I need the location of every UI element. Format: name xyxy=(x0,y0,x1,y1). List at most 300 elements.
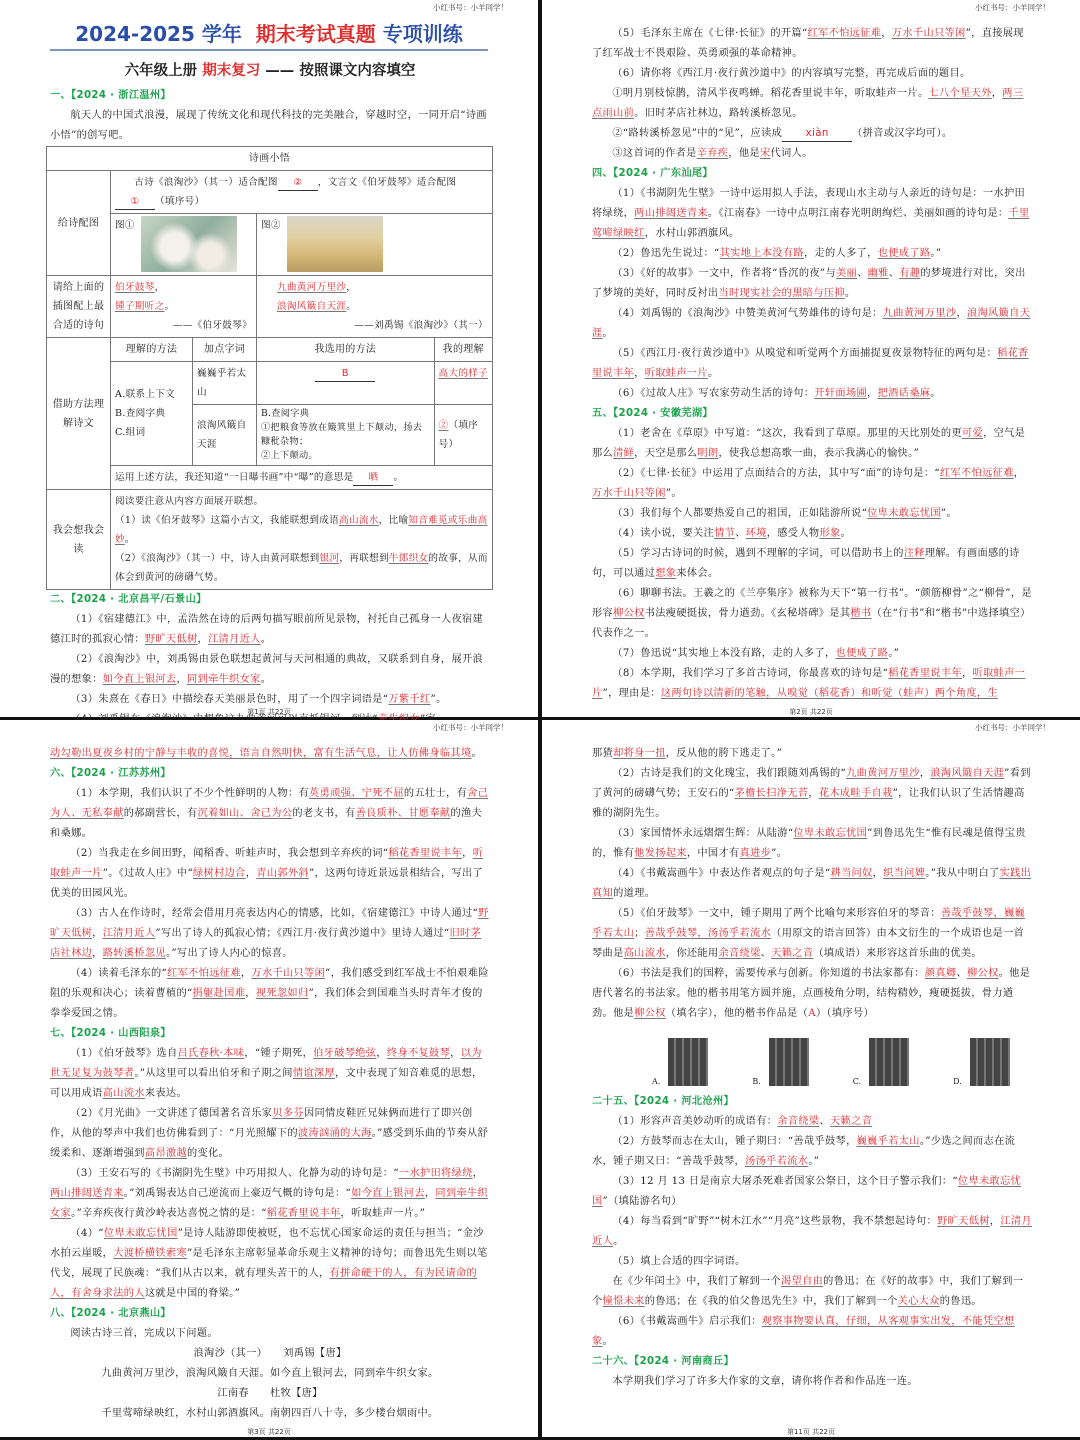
answer: 憧憬未来 xyxy=(602,1296,645,1307)
paragraph xyxy=(592,1132,1032,1172)
text: 。”少选之间而志在流水，锺子期又曰：“善哉乎鼓琴， xyxy=(592,1136,1016,1167)
answer: 织当问婢 xyxy=(883,868,926,879)
answer: 把酒话桑麻 xyxy=(877,388,931,399)
paragraph xyxy=(592,504,1032,524)
answer: 当时现实社会的黑暗与压抑 xyxy=(718,288,845,299)
text: ①明月别枝惊鹊，清风半夜鸣蝉。稻花香里说丰年，听取蛙声一片。 xyxy=(612,88,929,99)
paragraph xyxy=(592,424,1032,464)
text: ， xyxy=(376,1048,387,1059)
paragraph xyxy=(50,744,490,764)
answer: 天籁之音 xyxy=(830,1116,873,1127)
answer: 却将身一扭 xyxy=(613,748,666,759)
text: （4）读小说，要关注 xyxy=(612,528,715,539)
answer: 善哉乎鼓琴，汤汤乎若流水 xyxy=(644,928,772,939)
text: ”，让我们认识了生活情趣高雅的湖阴先生。 xyxy=(592,788,1025,819)
option-a: A. xyxy=(652,1038,708,1086)
section-heading xyxy=(592,164,1032,184)
answer: 贝多芬 xyxy=(272,1108,304,1119)
answer: A xyxy=(808,1008,816,1019)
text: ，你还能用 xyxy=(665,948,719,959)
text: （1）《宿建德江》中，孟浩然在诗的后两句描写眼前所见景物，衬托自己孤身一人夜宿建德江时的孤寂心情： xyxy=(50,614,484,645)
answer: 两山排闼送青来 xyxy=(50,1188,124,1199)
text: 书法瘦硬挺拔，骨力遒劲。《玄秘塔碑》是其 xyxy=(644,608,851,619)
text: ”，直接展现了红军战士不畏艰险、英勇顽强的革命精神。 xyxy=(592,28,1024,59)
figure-2-image xyxy=(287,216,383,272)
answer: 楷书 xyxy=(850,608,872,619)
answer: 有趣 xyxy=(899,268,921,279)
calligraphy-options xyxy=(652,1038,1032,1086)
answer: 善哉乎鼓琴，巍巍乎若太山 xyxy=(592,908,1026,939)
paragraph xyxy=(592,84,1032,124)
text: 六、【2024 · 江苏苏州】 xyxy=(50,768,171,779)
text: 的五壮士，有 xyxy=(403,788,468,799)
calligraphy-image xyxy=(869,1038,909,1086)
text: 。” xyxy=(888,648,900,659)
answer: 善良质朴、甘愿奉献 xyxy=(355,808,451,819)
section-heading xyxy=(592,1352,1032,1372)
text: ”，我们体会到国难当头时青年才俊的拳拳爱国之情。 xyxy=(50,988,483,1019)
paragraph xyxy=(50,1364,490,1384)
text: ”是诗人陆游即使被贬，也不忘忧心国家命运的责任与担当；“金沙水拍云崖暖， xyxy=(50,1228,484,1259)
answer: 青山郭外斜 xyxy=(256,868,309,879)
answer-blank: xiàn xyxy=(782,127,852,142)
page-1 xyxy=(0,0,538,717)
text: （1）本学期，我们认识了不少个性鲜明的人物：有 xyxy=(70,788,310,799)
page-title: 2024-2025 学年 期末考试真题 专项训练 xyxy=(50,18,488,51)
answer: 开轩面场圃 xyxy=(814,388,868,399)
text: 、 xyxy=(857,268,868,279)
paragraph xyxy=(592,124,1032,144)
text: （4）“ xyxy=(70,1228,104,1239)
text: 这就是中国的脊梁。” xyxy=(144,1288,241,1299)
answer: 听取蛙声一片 xyxy=(592,668,1026,699)
text: 。 xyxy=(260,674,272,685)
text: ”。 xyxy=(430,694,447,705)
paragraph xyxy=(50,1384,490,1404)
text: 来体会。 xyxy=(676,568,719,579)
answer: 他发扬起来 xyxy=(634,848,687,859)
page-3 xyxy=(0,720,538,1437)
text: ， xyxy=(961,668,973,679)
text: 。”感受到乐曲的节奏从舒缓柔和、逐渐增强到 xyxy=(50,1128,489,1159)
text: ”看到了黄河的磅礴气势；王安石的“ xyxy=(592,768,1031,799)
answer: 万水千山只等闲 xyxy=(251,968,326,979)
text: 、 xyxy=(760,948,772,959)
answer: 旧时茅店社林边 xyxy=(50,928,482,959)
answer: 红军不怕远征难 xyxy=(939,468,1014,479)
answer: 江清月近人 xyxy=(208,634,261,645)
answer: 关心大众 xyxy=(897,1296,940,1307)
answer: 美丽 xyxy=(836,268,858,279)
answer: 同到牵牛织女家 xyxy=(50,1188,489,1219)
answer: 同到牵牛织女家 xyxy=(187,674,261,685)
text: ”，理由是： xyxy=(602,688,661,699)
paragraph xyxy=(50,1404,490,1424)
section-heading xyxy=(592,404,1032,424)
answer: 波涛汹涌的大海 xyxy=(297,1128,372,1139)
text: （填名字），他的楷书作品是（ xyxy=(665,1008,809,1019)
paragraph xyxy=(50,650,490,690)
section-1-intro xyxy=(50,86,490,146)
text: （6）聊聊书法。王羲之的《兰亭集序》被称为天下“第一行书”。“颜筋柳骨”之“柳骨”，是形容 xyxy=(592,588,1032,619)
text: ，他是 xyxy=(728,148,760,159)
text: （6）请你将《西江月·夜行黄沙道中》的内容填写完整，再完成后面的题目。 xyxy=(612,68,971,79)
page-footer: 第1页 共22页 xyxy=(247,708,291,716)
text: ”。《过故人庄》中“ xyxy=(102,868,194,879)
answer: 如今直上银河去 xyxy=(351,1188,425,1199)
text: （用原文的语言回答）由本文衍生的一个成语也是一首琴曲是 xyxy=(592,928,1025,959)
text: 千里莺啼绿映红，水村山郭酒旗风。南朝四百八十寺，多少楼台烟雨中。 xyxy=(101,1408,439,1419)
answer: 终身不复鼓琴 xyxy=(386,1048,451,1059)
answer: 捐躯赴国难 xyxy=(192,988,246,999)
text: （4）《书戴嵩画牛》中表达作者观点的句子是“ xyxy=(612,868,831,879)
poem-table: 诗画小悟 给诗配图 古诗《浪淘沙》（其一）适合配图 ② ，文言文《伯牙鼓琴》适合配图① （填序号） 图① 图② 请给上面的插图配上最合适的诗句 伯牙鼓琴， 锺子期听之。 ——《伯牙鼓琴》 九曲黄河万里沙， 浪淘风簸自天涯。 ——刘禹锡《浪淘沙》（其一） 借助方法理解诗文 理解的方法 加点字词 我选用的方法 我的理解 A.联系上下文 B.查阅字典 C.组词 巍巍乎若太山 B 高大的样子 浪淘风簸自天涯 B.查阅字典 ①把粮食等放在簸箕里上下颠动，扬去糠秕杂物； ②上下颠动。 ②（填序号） 运用上述方法，我还知道“一日曝书画”中“曝”的意思是 晒 。 我会想我会读 阅读要注意从内容方面展开联想。 （1）读《伯牙鼓琴》这篇小古文，我能联想到成语高山流水，比喻知音难觅或乐曲高妙。 （2）《浪淘沙》（其一）中，诗人由黄河联想到银河，再联想到牛郎织女的故事，从而体会到黄河的磅礴气势。 xyxy=(46,146,493,590)
text: ， xyxy=(92,948,103,959)
paragraph xyxy=(592,764,1032,824)
text: 。”辛弃疾夜行黄沙岭表达喜悦之情的是：“ xyxy=(71,1208,267,1219)
text: （2）古诗是我们的文化瑰宝，我们跟随刘禹锡的“ xyxy=(612,768,847,779)
text: 二十五、【2024 · 河北沧州】 xyxy=(592,1096,735,1107)
paragraph xyxy=(50,106,490,146)
paragraph xyxy=(50,1324,490,1344)
answer: 其实地上本没有路 xyxy=(719,248,804,259)
answer: 舍己为人、无私奉献 xyxy=(50,788,489,819)
page-4-content xyxy=(592,744,1032,1024)
paragraph xyxy=(592,244,1032,264)
text: ， xyxy=(881,28,892,39)
answer: 辛弃疾 xyxy=(696,148,729,159)
answer: 九曲黄河万里沙 xyxy=(882,308,957,319)
text: ）（填序号） xyxy=(815,1008,875,1019)
text: （3）朱熹在《春日》中描绘春天美丽景色时，用了一个四字词语是“ xyxy=(70,694,389,705)
answer: 红军不怕远征难 xyxy=(807,28,882,39)
paragraph xyxy=(592,1312,1032,1352)
paragraph xyxy=(50,844,490,904)
answer: 情节 xyxy=(714,528,736,539)
answer: 实践出真知 xyxy=(592,868,1032,899)
figure-1-image xyxy=(141,216,237,272)
answer: 动勾勒出夏夜乡村的宁静与丰收的喜悦，语言自然明快，富有生活气息，让人仿佛身临其境 xyxy=(50,748,472,759)
page-4-content-b xyxy=(592,1092,1032,1392)
text: 八、【2024 · 北京燕山】 xyxy=(50,1308,171,1319)
answer: 万紫千红 xyxy=(388,694,431,705)
page-2 xyxy=(542,0,1080,717)
answer: 高山流水 xyxy=(102,1088,145,1099)
text: 。旧时茅店社林边，路转溪桥忽见。 xyxy=(634,108,803,119)
answer: 观察事物要认真，仔细，从客观事实出发，不能凭空想象 xyxy=(592,1316,1015,1347)
paragraph xyxy=(50,1224,490,1304)
answer: 余音绕梁 xyxy=(718,948,761,959)
paragraph xyxy=(592,1272,1032,1312)
paragraph xyxy=(592,384,1032,404)
section-heading xyxy=(50,590,490,610)
answer: 明朗 xyxy=(697,448,719,459)
answer: 红军不怕远征难 xyxy=(167,968,241,979)
answer: 七八个星天外 xyxy=(928,88,992,99)
paragraph xyxy=(592,24,1032,64)
text: （6）书法是我们的国粹，需要传承与创新。你知道的书法家都有： xyxy=(612,968,925,979)
text: （4）刘禹锡的《浪淘沙》中赞美黄河气势雄伟的诗句是： xyxy=(612,308,883,319)
text: 。 xyxy=(707,368,719,379)
paragraph xyxy=(592,1172,1032,1212)
paragraph xyxy=(592,964,1032,1024)
text: ， xyxy=(991,88,1003,99)
answer: 渴望自由 xyxy=(781,1276,824,1287)
page-footer: 第11页 共22页 xyxy=(786,1428,836,1436)
text: （2）《浪淘沙》中，刘禹锡由景色联想起黄河与天河相通的典故，又联系到自身，展开浪漫的想象： xyxy=(50,654,484,685)
text: 。 xyxy=(613,1236,624,1247)
watermark: 小红书号：小羊同学！ xyxy=(975,3,1050,12)
answer: 高山流水 xyxy=(623,948,666,959)
answer: 颜真卿 xyxy=(924,968,957,979)
answer: 注释 xyxy=(903,548,925,559)
answer: 稻花香里说丰年 xyxy=(388,848,463,859)
section-heading xyxy=(50,86,490,106)
answer: 也便成了路 xyxy=(835,648,889,659)
calligraphy-image xyxy=(769,1038,809,1086)
text: 二十六、【2024 · 河南商丘】 xyxy=(592,1356,735,1367)
text: 。 xyxy=(471,748,483,759)
answer: 位卑未敢忘忧国 xyxy=(867,508,941,519)
text: （4）每当看到“旷野”“树木江水”“月亮”这些景物，我不禁想起诗句： xyxy=(612,1216,938,1227)
text: ， xyxy=(245,988,256,999)
table-title: 诗画小悟 xyxy=(47,147,493,171)
paragraph xyxy=(50,1044,490,1104)
answer: 余音绕梁 xyxy=(777,1116,820,1127)
text: ， xyxy=(989,1216,1001,1227)
answer: 想象 xyxy=(655,568,677,579)
text: 一、【2024 · 浙江温州】 xyxy=(50,90,171,101)
text: （3）王安石写的《书湖阴先生壁》中巧用拟人、化静为动的诗句是：“ xyxy=(70,1168,399,1179)
answer: 茅檐长扫净无苔 xyxy=(734,788,809,799)
paragraph xyxy=(592,744,1032,764)
text: 的老支书，有 xyxy=(292,808,356,819)
text: ”。 xyxy=(771,848,788,859)
text: ， xyxy=(462,848,473,859)
paragraph xyxy=(592,544,1032,584)
text: 九曲黄河万里沙，浪淘风簸自天涯。如今直上银河去，同到牵牛织女家。 xyxy=(101,1368,439,1379)
text: 。”刘禹锡表达自己逆流而上豪迈气概的诗句是：“ xyxy=(123,1188,352,1199)
text: ， xyxy=(450,1048,461,1059)
text: ； xyxy=(634,928,645,939)
text: （6）《过故人庄》写农家劳动生活的诗句： xyxy=(612,388,815,399)
text: 的鲁迅；在《好的故事》中，我们了解到一个 xyxy=(592,1276,1024,1307)
answer: 绿树村边合 xyxy=(193,868,246,879)
answer: 江清月近人 xyxy=(592,1216,1032,1247)
text: ，使我总想高歌一曲，表示我满心的愉快。” xyxy=(718,448,920,459)
text: （3）12 月 13 日是南京大屠杀死难者国家公祭日，这个日子警示我们：“ xyxy=(612,1176,958,1187)
text: （2）鲁迅先生说过：“ xyxy=(612,248,720,259)
text: （4）读着毛泽东的“ xyxy=(70,968,168,979)
text: （5）毛泽东主席在《七律·长征》的开篇“ xyxy=(612,28,808,39)
text: （5）《西江月·夜行黄沙道中》从嗅觉和听觉两个方面捕捉夏夜景物特征的两句是： xyxy=(612,348,998,359)
answer: 九曲黄河万里沙 xyxy=(846,768,920,779)
text: （3）《好的故事》一文中，作者将“昏沉的夜”与 xyxy=(612,268,836,279)
answer: 环境 xyxy=(745,528,767,539)
paragraph xyxy=(592,1212,1032,1252)
text: （5）学习古诗词的时候，遇到不理解的字词，可以借助书上的 xyxy=(612,548,904,559)
text: ，空气是那么 xyxy=(592,428,1026,459)
answer: 稻花香里说丰年 xyxy=(266,1208,341,1219)
text: （3）家国情怀永远熠熠生辉：从陆游“ xyxy=(612,828,794,839)
answer: 吕氏春秋·本味 xyxy=(177,1048,245,1059)
text: ，走的人多了， xyxy=(803,248,878,259)
text: ， xyxy=(956,308,967,319)
paragraph xyxy=(592,344,1032,384)
text: ”。 xyxy=(665,488,682,499)
text: ， xyxy=(634,368,645,379)
option-c: C. xyxy=(853,1038,909,1086)
text: （2）《月光曲》一文讲述了德国著名音乐家 xyxy=(70,1108,273,1119)
answer: 也便成了路 xyxy=(877,248,931,259)
answer: 清鲜 xyxy=(613,448,635,459)
answer: 位卑未敢忘忧国 xyxy=(793,828,868,839)
answer: 真进步 xyxy=(739,848,772,859)
answer: 两三点雨山前 xyxy=(592,88,1024,119)
text: ，反从他的胯下逃走了。” xyxy=(665,748,783,759)
text: 本学期我们学习了许多大作家的文章，请你将作者和作品连一连。 xyxy=(612,1376,918,1387)
text: 的鲁迅；在《我的伯父鲁迅先生》中，我们了解到一个 xyxy=(644,1296,898,1307)
text: ，感受人物 xyxy=(766,528,820,539)
text: ， xyxy=(424,1188,436,1199)
paragraph xyxy=(592,904,1032,964)
text: ”。 xyxy=(940,508,958,519)
text: 。 xyxy=(844,288,856,299)
text: 浪淘沙（其一） 刘禹锡【唐】 xyxy=(193,1348,347,1359)
answer: 视死忽如归 xyxy=(255,988,309,999)
text: 、 xyxy=(735,528,746,539)
answer: 路转溪桥忽见 xyxy=(102,948,166,959)
text: ， xyxy=(176,674,187,685)
watermark: 小红书号：小羊同学！ xyxy=(433,3,508,12)
text: 、 xyxy=(888,268,900,279)
paragraph xyxy=(592,144,1032,164)
text: 七、【2024 · 山西阳泉】 xyxy=(50,1028,171,1039)
answer: 浪淘风簸自天涯 xyxy=(592,308,1031,339)
answer: 以为世无足复为鼓琴者 xyxy=(50,1048,482,1079)
text: ③这首词的作者是 xyxy=(612,148,697,159)
text: （1）形容声音美妙动听的成语有： xyxy=(612,1116,778,1127)
paragraph xyxy=(50,784,490,844)
text: 的道理。 xyxy=(613,888,656,899)
text: （5）《伯牙鼓琴》一文中，锺子期用了两个比喻句来形容伯牙的琴音： xyxy=(612,908,941,919)
text: 、 xyxy=(819,1116,830,1127)
text: 。 xyxy=(602,328,614,339)
text: ”，我们感受到红军战士不怕艰难险阻的乐观和决心；读着曹植的“ xyxy=(50,968,489,999)
answer: 浪淘风簸自天涯 xyxy=(930,768,1005,779)
text: 五、【2024 · 安徽芜湖】 xyxy=(592,408,713,419)
answer: 万水千山只等闲 xyxy=(891,28,966,39)
answer: 形象 xyxy=(819,528,841,539)
section-heading xyxy=(50,764,490,784)
text: （3）我们每个人都要热爱自己的祖国，正如陆游所说“ xyxy=(612,508,868,519)
text: 、 xyxy=(956,968,967,979)
text: 的变化。 xyxy=(187,1148,230,1159)
answer: 有拼命硬干的人，有为民请命的人，有舍身求法的人 xyxy=(50,1268,478,1299)
text: ， xyxy=(919,768,931,779)
answer: 伯牙破琴绝弦 xyxy=(313,1048,377,1059)
answer: 英勇顽强、宁死不屈 xyxy=(309,788,404,799)
watermark: 小红书号：小羊同学！ xyxy=(975,723,1050,732)
answer: 汤汤乎若流水 xyxy=(745,1156,809,1167)
paragraph xyxy=(50,964,490,1024)
paragraph xyxy=(592,584,1032,644)
answer: 巍巍乎若太山 xyxy=(856,1136,920,1147)
text: （1）《伯牙鼓琴》选自 xyxy=(70,1048,178,1059)
answer: 位卑未敢忘忧国 xyxy=(103,1228,178,1239)
page-4 xyxy=(542,720,1080,1437)
paragraph xyxy=(592,464,1032,504)
answer: 两山排闼送青来 xyxy=(634,208,708,219)
text: 理解。有画面感的诗句，可以通过 xyxy=(592,548,1020,579)
text: （8）本学期，我们学习了多首古诗词，你最喜欢的诗句是“ xyxy=(612,668,889,679)
text: （5）填上合适的四字词语。 xyxy=(612,1256,746,1267)
text: 。 xyxy=(840,528,852,539)
text: 。 xyxy=(602,1336,614,1347)
text: 的郝副营长，有 xyxy=(123,808,198,819)
text: （2）方鼓琴而志在太山，锺子期曰：“善哉乎鼓琴， xyxy=(612,1136,857,1147)
paragraph xyxy=(592,644,1032,664)
answer: 听取蛙声一片 xyxy=(50,848,484,879)
paragraph xyxy=(592,264,1032,304)
text: （2）当我走在乡间田野，闻稻香、听蛙声时，我会想到辛弃疾的词“ xyxy=(70,848,389,859)
text: 的鲁迅。 xyxy=(939,1296,982,1307)
text: （6）《书戴嵩画牛》启示我们： xyxy=(612,1316,762,1327)
text: 的梦境进行对比，突出了梦境的美好，同时反衬出 xyxy=(592,268,1026,299)
page-footer: 第2页 共22页 xyxy=(789,708,833,716)
answer: 如今直上银河去 xyxy=(102,674,177,685)
text: ，中国才有 xyxy=(686,848,740,859)
text: 。”从这里可以看出伯牙和子期之间 xyxy=(134,1068,293,1079)
answer: 千里莺啼绿映红 xyxy=(592,208,1030,239)
text: 代词人。 xyxy=(770,148,813,159)
text: ”写出了诗人的孤寂心情；《西江月·夜行黄沙道中》里诗人通过“ xyxy=(155,928,450,939)
text: 那猹 xyxy=(592,748,614,759)
text: 航天人的中国式浪漫，展现了传统文化和现代科技的完美融合，穿越时空，一同开启“诗画小悟”的创写吧。 xyxy=(50,110,487,141)
answer: 宋 xyxy=(759,148,771,159)
text: 。” xyxy=(808,1156,820,1167)
text: （7）鲁迅说“其实地上本没有路，走的人多了， xyxy=(612,648,836,659)
text: ”到鲁迅先生“惟有民魂是值得宝贵的，惟有 xyxy=(592,828,1026,859)
text: ， xyxy=(472,1168,484,1179)
text: ， xyxy=(240,968,252,979)
text: 。 xyxy=(930,388,941,399)
text: （2）《七律·长征》中运用了点面结合的方法，其中写“面”的诗句是：“ xyxy=(612,468,940,479)
text: 。《江南春》一诗中点明江南春光明朗绚烂、美丽如画的诗句是： xyxy=(707,208,1009,219)
answer: 高昂激越 xyxy=(144,1148,187,1159)
text: 在《少年闰土》中，我们了解到一个 xyxy=(612,1276,781,1287)
text: （1）老舍在《草原》中写道：“这次，我看到了草原。那里的天比别处的更 xyxy=(612,428,962,439)
answer: 柳公权 xyxy=(634,1008,666,1019)
answer: 稻花香里说丰年 xyxy=(888,668,962,679)
text: （填成语）来形容这首乐曲的优美。 xyxy=(813,948,982,959)
paragraph xyxy=(592,64,1032,84)
text: ， xyxy=(1013,468,1025,479)
text: ， xyxy=(197,634,209,645)
answer: 江清月近人 xyxy=(102,928,156,939)
page-subtitle: 六年级上册 期末复习 —— 按照课文内容填空 xyxy=(124,63,416,79)
answer: 情谊深厚 xyxy=(292,1068,335,1079)
paragraph xyxy=(592,524,1032,544)
text: ②“路转溪桥忽见”中的“见”，应读成 xyxy=(612,128,783,139)
answer: 花木成畦手自栽 xyxy=(818,788,893,799)
paragraph xyxy=(50,610,490,650)
answer: 这两句诗以清新的笔触，从嗅觉（稻花香）和听觉（蛙声）两个角度，生 xyxy=(660,688,998,699)
answer: 一水护田将绿绕 xyxy=(398,1168,473,1179)
answer: 柳公权 xyxy=(613,608,645,619)
calligraphy-image xyxy=(970,1038,1010,1086)
text: 来表达。 xyxy=(144,1088,187,1099)
